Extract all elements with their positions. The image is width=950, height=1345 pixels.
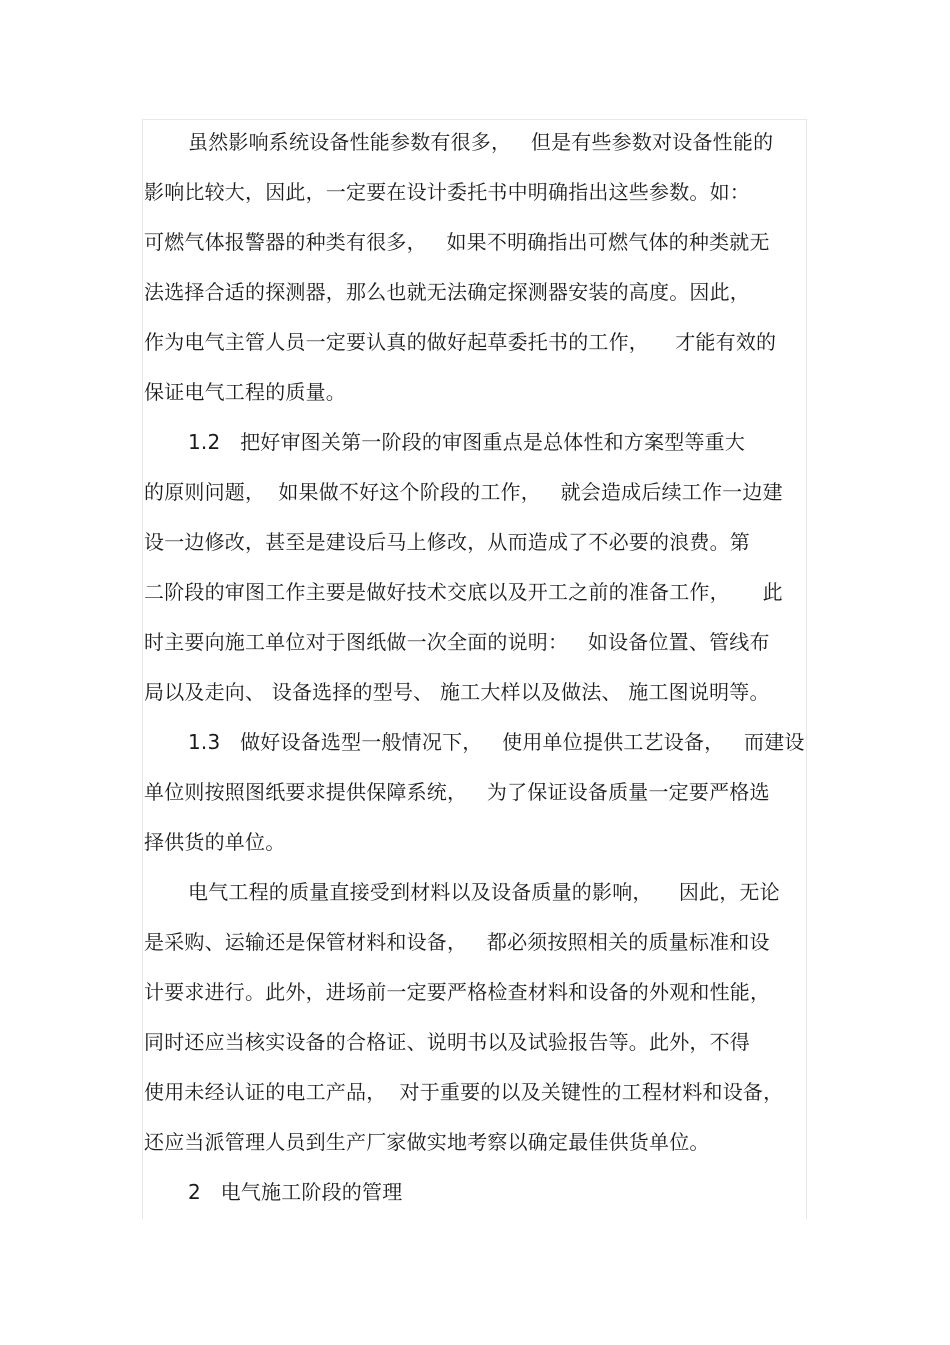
text-line: 时主要向施工单位对于图纸做一次全面的说明： 如设备位置、管线布	[144, 630, 770, 654]
text-line: 还应当派管理人员到生产厂家做实地考察以确定最佳供货单位。	[144, 1130, 710, 1154]
text-line: 择供货的单位。	[144, 830, 286, 854]
text-line: 设一边修改，甚至是建设后马上修改，从而造成了不必要的浪费。第	[144, 530, 750, 554]
text-line: 同时还应当核实设备的合格证、说明书以及试验报告等。此外，不得	[144, 1030, 750, 1054]
text-line: 单位则按照图纸要求提供保障系统， 为了保证设备质量一定要严格选	[144, 780, 770, 804]
text-line: 法选择合适的探测器，那么也就无法确定探测器安装的高度。因此，	[144, 280, 750, 304]
text-line: 的原则问题， 如果做不好这个阶段的工作， 就会造成后续工作一边建	[144, 480, 783, 504]
section-heading-2: 2 电气施工阶段的管理	[188, 1180, 403, 1204]
text-line: 是采购、运输还是保管材料和设备， 都必须按照相关的质量标准和设	[144, 930, 770, 954]
text-line: 影响比较大，因此，一定要在设计委托书中明确指出这些参数。如：	[144, 180, 750, 204]
section-heading-1-3: 1.3 做好设备选型一般情况下， 使用单位提供工艺设备， 而建设	[188, 730, 805, 754]
text-line: 虽然影响系统设备性能参数有很多， 但是有些参数对设备性能的	[188, 130, 774, 154]
text-line: 局以及走向、 设备选择的型号、 施工大样以及做法、 施工图说明等。	[144, 680, 770, 704]
text-line: 计要求进行。此外，进场前一定要严格检查材料和设备的外观和性能，	[144, 980, 771, 1004]
text-line: 电气工程的质量直接受到材料以及设备质量的影响， 因此，无论	[188, 880, 780, 904]
text-line: 作为电气主管人员一定要认真的做好起草委托书的工作， 才能有效的	[144, 330, 777, 354]
text-line: 使用未经认证的电工产品， 对于重要的以及关键性的工程材料和设备，	[144, 1080, 784, 1104]
section-heading-1-2: 1.2 把好审图关第一阶段的审图重点是总体性和方案型等重大	[188, 430, 746, 454]
text-line: 可燃气体报警器的种类有很多， 如果不明确指出可燃气体的种类就无	[144, 230, 770, 254]
text-line: 二阶段的审图工作主要是做好技术交底以及开工之前的准备工作， 此	[144, 580, 783, 604]
text-line: 保证电气工程的质量。	[144, 380, 346, 404]
